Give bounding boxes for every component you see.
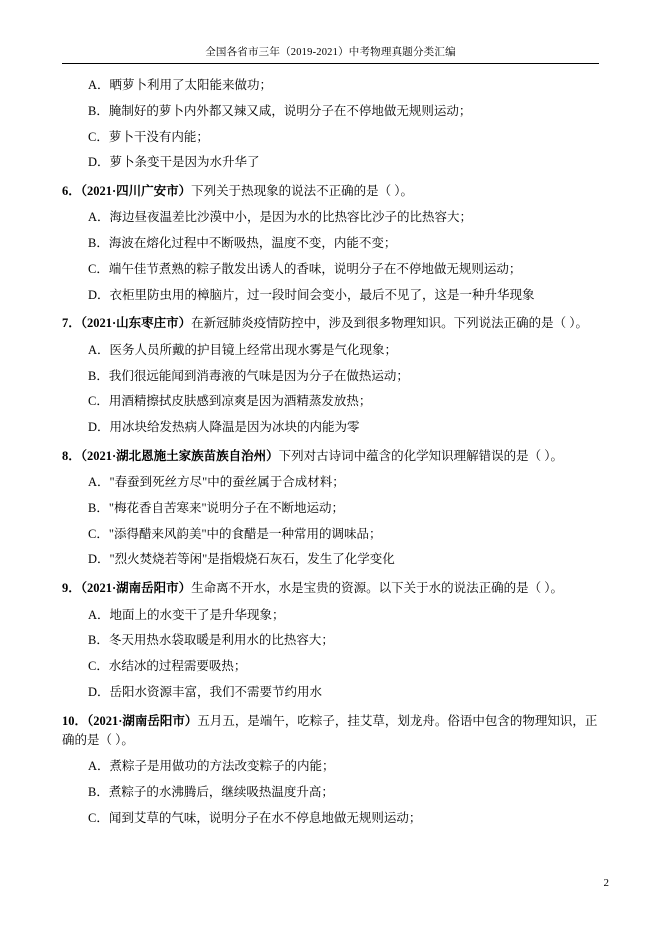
option-item: A．海边昼夜温差比沙漠中小，是因为水的比热容比沙子的比热容大；: [88, 210, 473, 225]
question-stem: [62, 314, 599, 333]
question-text: 下列对古诗词中蕴含的化学知识理解错误的是（ ）。: [278, 448, 564, 463]
option-item: A．"春蚕到死丝方尽"中的蚕丝属于合成材料；: [88, 475, 345, 490]
option-item: D．萝卜条变干是因为水升华了: [88, 155, 260, 170]
option-item: C．水结冰的过程需要吸热；: [88, 659, 247, 673]
question-source: 9．（2021·湖南岳阳市）: [62, 581, 192, 596]
question-text: 下列关于热现象的说法不正确的是（ ）。: [191, 184, 414, 198]
question-stem: [62, 182, 599, 201]
option-item: B．"梅花香自苦寒来"说明分子在不断地运动；: [88, 500, 345, 515]
question-list: [62, 76, 599, 828]
question-stem: [62, 712, 599, 751]
option-item: D．"烈火焚烧若等闲"是指煅烧石灰石，发生了化学变化: [88, 552, 395, 567]
question-source: 8．（2021·湖北恩施土家族苗族自治州）: [62, 448, 279, 463]
option-item: C．端午佳节煮熟的粽子散发出诱人的香味，说明分子在不停地做无规则运动；: [88, 261, 522, 276]
option-item: B．我们很远能闻到消毒液的气味是因为分子在做热运动；: [88, 368, 409, 383]
page-number: 2: [603, 877, 609, 889]
question-source: 10．（2021·湖南岳阳市）: [62, 713, 198, 728]
option-item: D．用冰块给发热病人降温是因为冰块的内能为零: [88, 420, 360, 434]
option-item: B．冬天用热水袋取暖是利用水的比热容大；: [88, 633, 334, 648]
question-source: 7．（2021·山东枣庄市）: [62, 316, 192, 331]
page-header: 全国各省市三年（2019-2021）中考物理真题分类汇编: [205, 47, 456, 58]
option-item: A．煮粽子是用做功的方法改变粽子的内能；: [88, 759, 335, 774]
question-text: 生命离不开水，水是宝贵的资源。以下关于水的说法正确的是（ ）。: [191, 581, 564, 596]
question-stem: [62, 447, 599, 466]
option-item: B．煮粽子的水沸腾后，继续吸热温度升高；: [88, 785, 334, 799]
option-item: B．海波在熔化过程中不断吸热，温度不变，内能不变；: [88, 236, 397, 251]
option-item: C．萝卜干没有内能；: [88, 129, 209, 144]
option-item: D．衣柜里防虫用的樟脑片，过一段时间会变小，最后不见了，这是一种升华现象: [88, 287, 535, 302]
option-item: D．岳阳水资源丰富，我们不需要节约用水: [88, 684, 323, 699]
option-item: A．医务人员所戴的护目镜上经常出现水雾是气化现象；: [88, 342, 398, 357]
option-item: B．腌制好的萝卜内外都又辣又咸，说明分子在不停地做无规则运动；: [88, 103, 472, 118]
question-text: 在新冠肺炎疫情防控中，涉及到很多物理知识。下列说法正确的是（ ）。: [191, 316, 589, 331]
option-item: C．用酒精擦拭皮肤感到凉爽是因为酒精蒸发放热；: [88, 394, 372, 409]
option-item: A．地面上的水变干了是升华现象；: [88, 607, 285, 622]
option-item: C．闻到艾草的气味，说明分子在水不停息地做无规则运动；: [88, 810, 422, 825]
question-stem: [62, 579, 599, 598]
option-item: A．晒萝卜利用了太阳能来做功；: [88, 78, 273, 92]
question-text: 五月五，是端午，吃粽子，挂艾草，划龙舟。俗语中包含的物理知识，正确的是（ ）。: [62, 713, 598, 747]
option-item: C．"添得醋来风韵美"中的食醋是一种常用的调味品；: [88, 526, 382, 541]
header-divider: [62, 63, 599, 64]
question-source: 6．（2021·四川广安市）: [62, 184, 192, 198]
